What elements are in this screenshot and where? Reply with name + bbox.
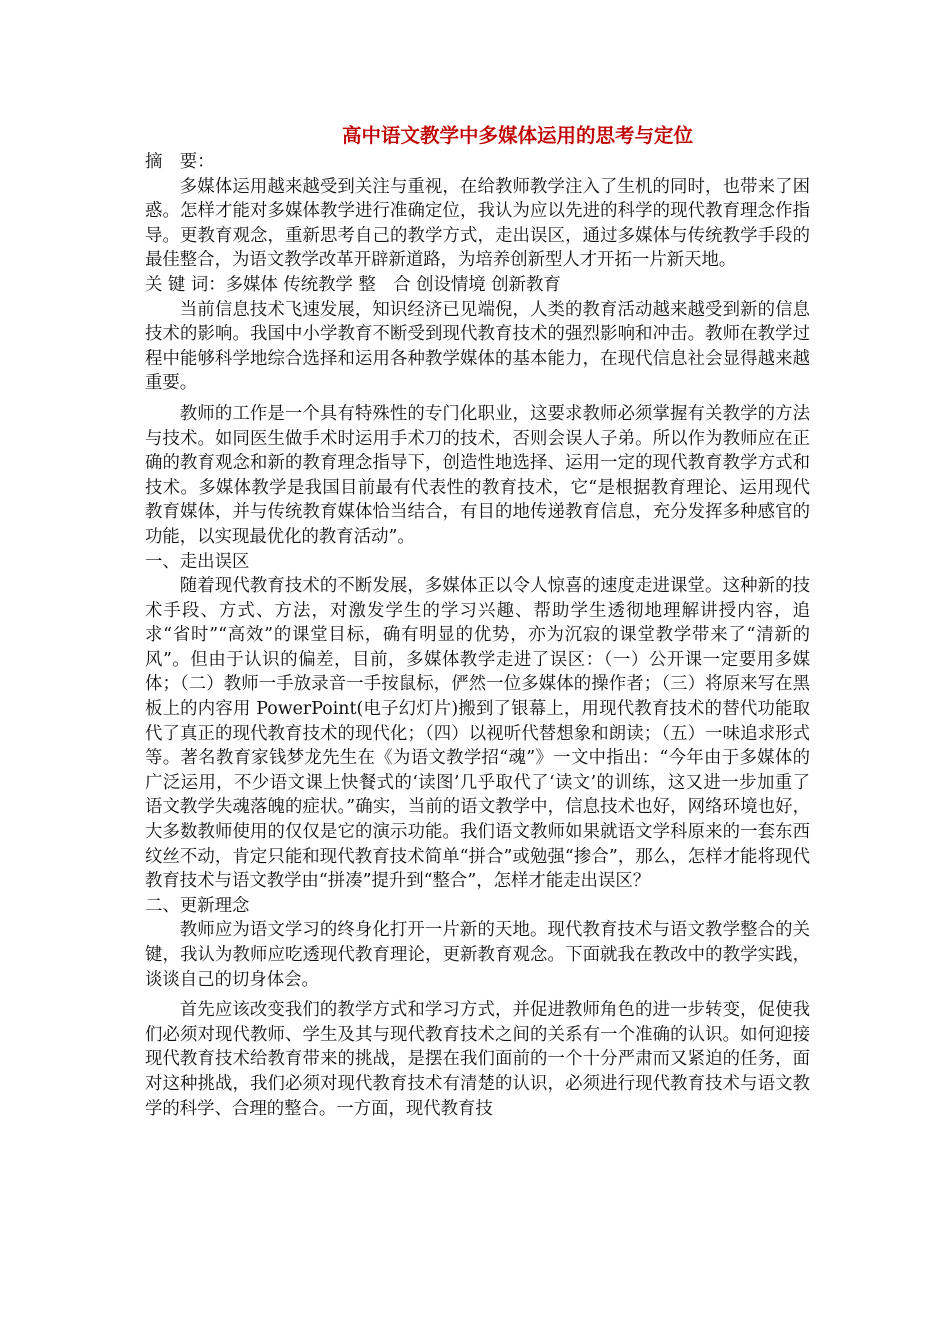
intro-paragraph-1: 当前信息技术飞速发展，知识经济已见端倪，人类的教育活动越来越受到新的信息技术的影响。我国中小学教育不断受到现代教育技术的强烈影响和冲击。教师在教学过程中能够科学地综合选择和运用各种教学媒体的基本能力，在现代信息社会显得越来越重要。 (145, 299, 810, 394)
keywords-line: 关 键 词：多媒体 传统教学 整 合 创设情境 创新教育 (145, 274, 561, 295)
abstract-paragraph: 多媒体运用越来越受到关注与重视，在给教师教学注入了生机的同时，也带来了困惑。怎样才能对多媒体教学进行准确定位，我认为应以先进的科学的现代教育理念作指导。更教育观念，重新思考自己的教学方式，走出误区，通过多媒体与传统教学手段的最佳整合，为语文教学改革开辟新道路，为培养创新型人才开拓一片新天地。 (145, 176, 810, 271)
document-page (145, 122, 810, 1121)
section-heading-1: 一、走出误区 (145, 551, 250, 572)
abstract-label: 摘 要： (145, 152, 215, 172)
section-heading-2: 二、更新理念 (145, 895, 250, 916)
document-title: 高中语文教学中多媒体运用的思考与定位 (341, 124, 693, 147)
section2-paragraph-2: 首先应该改变我们的教学方式和学习方式，并促进教师角色的进一步转变，促使我们必须对现代教师、学生及其与现代教育技术之间的关系有一个准确的认识。如何迎接现代教育技术给教育带来的挑战，是摆在我们面前的一个十分严肃而又紧迫的任务，面对这种挑战，我们必须对现代教育技术有清楚的认识，必须进行现代教育技术与语文教学的科学、合理的整合。一方面，现代教育技 (145, 1000, 810, 1119)
section1-paragraph: 随着现代教育技术的不断发展，多媒体正以令人惊喜的速度走进课堂。这种新的技术手段、方式、方法，对激发学生的学习兴趣、帮助学生透彻地理解讲授内容，追求“省时”“高效”的课堂目标，确有明显的优势，亦为沉寂的课堂教学带来了“清新的风”。但由于认识的偏差，目前，多媒体教学走进了误区：（一）公开课一定要用多媒体；（二）教师一手放录音一手按鼠标，俨然一位多媒体的操作者；（三）将原来写在黑板上的内容用 PowerPoint(电子幻灯片)搬到了银幕上，用现代教育技术的替代功能取代了真正的现代教育技术的现代化；（四）以视听代替想象和朗读；（五）一味追求形式等。著名教育家钱梦龙先生在《为语文教学招“魂”》一文中指出：“今年由于多媒体的广泛运用，不少语文课上快餐式的‘读图’几乎取代了‘读文’的训练，这又进一步加重了语文教学失魂落魄的症状。”确实，当前的语文教学中，信息技术也好，网络环境也好，大多数教师使用的仅仅是它的演示功能。我们语文教师如果就语文学科原来的一套东西纹丝不动，肯定只能和现代教育技术简单“拼合”或勉强“掺合”，那么，怎样才能将现代教育技术与语文教学由“拼凑”提升到“整合”，怎样才能走出误区？ (145, 576, 810, 892)
intro-paragraph-2: 教师的工作是一个具有特殊性的专门化职业，这要求教师必须掌握有关教学的方法与技术。如同医生做手术时运用手术刀的技术，否则会误人子弟。所以作为教师应在正确的教育观念和新的教育理念指导下，创造性地选择、运用一定的现代教育教学方式和技术。多媒体教学是我国目前最有代表性的教育技术，它“是根据教育理论、运用现代教育媒体，并与传统教育媒体恰当结合，有目的地传递教育信息，充分发挥多种感官的功能，以实现最优化的教育活动”。 (145, 403, 810, 547)
section2-paragraph-1: 教师应为语文学习的终身化打开一片新的天地。现代教育技术与语文教学整合的关键，我认为教师应吃透现代教育理论，更新教育观念。下面就我在教改中的教学实践，谈谈自己的切身体会。 (145, 920, 810, 990)
